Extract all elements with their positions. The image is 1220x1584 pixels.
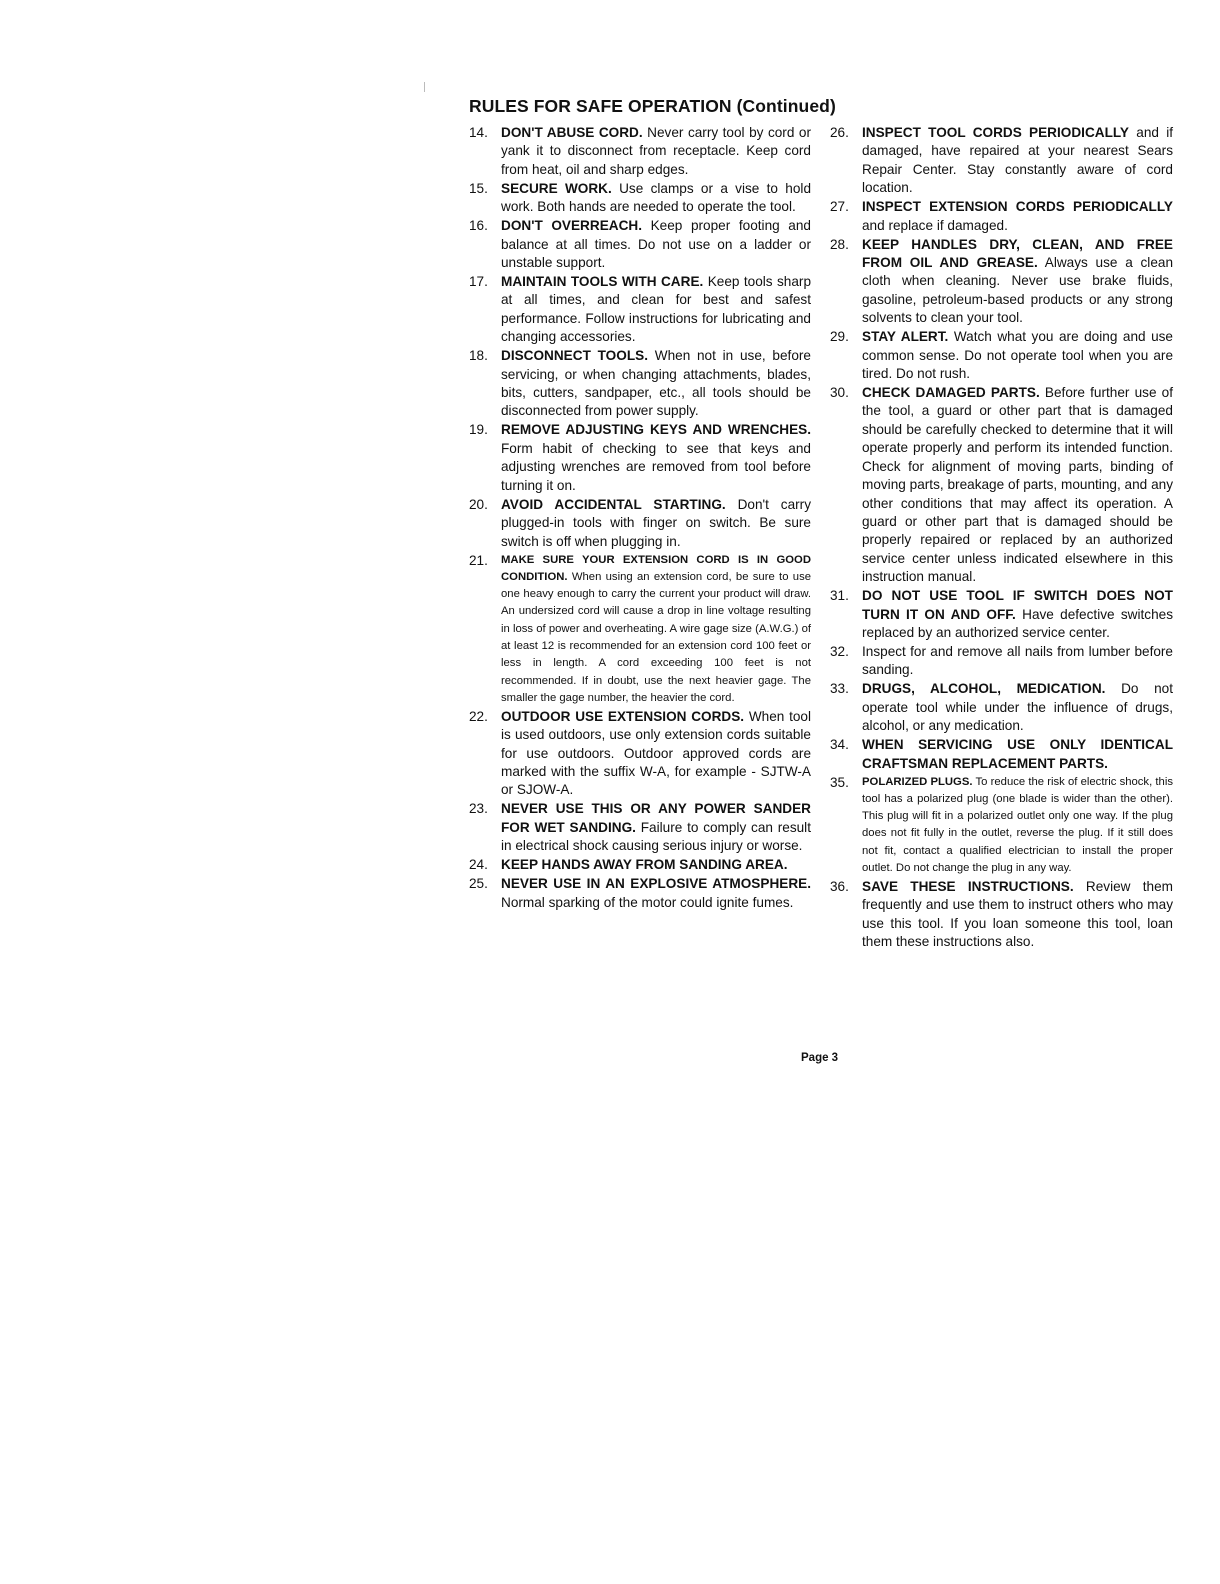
rules-column-right	[830, 124, 1173, 952]
rule-heading: POLARIZED PLUGS.	[862, 775, 973, 788]
rule-32	[830, 643, 1173, 680]
rule-number: 33.	[830, 681, 849, 697]
rule-21	[469, 552, 811, 708]
rule-text: Keep tools sharp at all times, and clean for best and safest performance. Follow instructions for lubricating and changing accessories.	[501, 274, 812, 345]
rules-column-left	[469, 124, 811, 913]
rule-number: 19.	[469, 422, 488, 438]
rule-text: To reduce the risk of electric shock, this tool has a polarized plug (one blade is wider than the other). This plug will fit in a polarized outlet only one way. If the plug does not fit fully in the outlet, reverse the plug. If it still does not fit, contact a qualified electrician to install the proper outlet. Do not change the plug in any way.	[862, 775, 1173, 875]
rule-34	[830, 736, 1173, 773]
rule-heading: SAVE THESE INSTRUCTIONS.	[862, 878, 1074, 894]
rule-text: Inspect for and remove all nails from lumber before sanding.	[862, 643, 1173, 678]
rule-number: 17.	[469, 274, 488, 290]
rule-number: 35.	[830, 774, 849, 790]
rule-text: Form habit of checking to see that keys and adjusting wrenches are removed from tool before turning it on.	[501, 440, 811, 493]
rule-number: 29.	[830, 329, 849, 345]
rule-31	[830, 587, 1173, 642]
rule-heading: MAKE SURE YOUR EXTENSION CORD IS IN GOOD CONDITION.	[501, 553, 811, 583]
rule-16	[469, 217, 811, 272]
rule-35	[830, 774, 1173, 878]
rule-29	[830, 328, 1173, 383]
rule-text: Use clamps or a vise to hold work. Both hands are needed to operate the tool.	[501, 180, 812, 215]
rule-heading: REMOVE ADJUSTING KEYS AND WRENCHES.	[501, 422, 811, 438]
rule-number: 20.	[469, 496, 488, 512]
rule-heading: DRUGS, ALCOHOL, MEDICATION.	[862, 681, 1106, 697]
rule-number: 14.	[469, 125, 488, 140]
rule-24	[469, 856, 811, 874]
rule-23	[469, 800, 811, 855]
page-number: Page 3	[801, 1052, 839, 1064]
rule-number: 34.	[830, 737, 849, 753]
rule-text: Watch what you are doing and use common sense. Do not operate tool when you are tired. Do not rush.	[862, 329, 1173, 382]
rule-text: Don't carry plugged-in tools with finger on switch. Be sure switch is off when plugging in.	[501, 496, 812, 549]
rule-number: 31.	[830, 588, 849, 604]
rule-text: Keep proper footing and balance at all times. Do not use on a ladder or unstable support.	[501, 218, 811, 271]
rule-27	[830, 198, 1173, 235]
rule-text: When using an extension cord, be sure to use one heavy enough to carry the current your product will draw. An undersized cord will cause a drop in line voltage resulting in loss of power and overheating. A wire gage size (A.W.G.) of at least 12 is recommended for an extension cord 100 feet or less in length. A cord exceeding 100 feet is not recommended. If in doubt, use the next heavier gage. The smaller the gage number, the heavier the cord.	[501, 570, 811, 704]
rule-text: Failure to comply can result in electrical shock causing serious injury or worse.	[501, 819, 811, 854]
rule-number: 26.	[830, 125, 849, 140]
rule-text: Never carry tool by cord or yank it to disconnect from receptacle. Keep cord from heat, oil and sharp edges.	[501, 125, 811, 177]
rule-text: and replace if damaged.	[862, 217, 1008, 233]
rule-heading: KEEP HANDS AWAY FROM SANDING AREA.	[501, 857, 788, 873]
rule-number: 22.	[469, 708, 488, 724]
rule-number: 25.	[469, 876, 488, 892]
rule-heading: CHECK DAMAGED PARTS.	[862, 385, 1040, 401]
rule-17	[469, 273, 811, 347]
rule-heading: WHEN SERVICING USE ONLY IDENTICAL CRAFTSMAN REPLACEMENT PARTS.	[862, 737, 1173, 771]
rule-18	[469, 347, 811, 421]
rule-number: 24.	[469, 857, 488, 873]
rule-text: Before further use of the tool, a guard or other part that is damaged should be carefully checked to determine that it will operate properly and perform its intended function. Check for alignment of moving parts, binding of moving parts, breakage of parts, mounting, and any other conditions that may affect its operation. A guard or other part that is damaged should be properly repaired or replaced by an authorized service center unless indicated elsewhere in this instruction manual.	[862, 385, 1174, 585]
rule-text: Have defective switches replaced by an authorized service center.	[862, 606, 1173, 640]
rule-number: 15.	[469, 180, 488, 196]
rule-heading: MAINTAIN TOOLS WITH CARE.	[501, 274, 704, 290]
rule-heading: KEEP HANDLES DRY, CLEAN, AND FREE FROM OIL AND GREASE.	[862, 236, 1173, 271]
rule-text: When tool is used outdoors, use only extension cords suitable for use outdoors. Outdoor approved cords are marked with the suffix W-A, for example - SJTW-A or SJOW-A.	[501, 708, 811, 798]
rule-heading: SECURE WORK.	[501, 180, 612, 196]
rule-14	[469, 124, 811, 179]
rule-heading: OUTDOOR USE EXTENSION CORDS.	[501, 708, 745, 724]
rule-heading: DISCONNECT TOOLS.	[501, 348, 648, 364]
scan-artifact	[424, 82, 425, 92]
rule-text: Always use a clean cloth when cleaning. Never use brake fluids, gasoline, petroleum-based products or any strong solvents to clean your tool.	[862, 255, 1174, 326]
rule-heading: NEVER USE IN AN EXPLOSIVE ATMOSPHERE.	[501, 876, 811, 892]
rule-20	[469, 496, 811, 551]
rule-heading: AVOID ACCIDENTAL STARTING.	[501, 496, 726, 512]
rule-number: 32.	[830, 643, 849, 659]
rule-19	[469, 421, 811, 495]
rule-number: 27.	[830, 199, 849, 215]
rule-25	[469, 875, 811, 912]
rule-number: 21.	[469, 552, 488, 568]
rule-number: 36.	[830, 878, 849, 894]
rule-heading: INSPECT TOOL CORDS PERIODICALLY	[862, 125, 1129, 140]
rule-number: 28.	[830, 236, 849, 252]
rule-heading: DO NOT USE TOOL IF SWITCH DOES NOT TURN IT ON AND OFF.	[862, 588, 1173, 622]
rule-text: and if damaged, have repaired at your nearest Sears Repair Center. Stay constantly aware of cord location.	[862, 125, 1173, 196]
rule-number: 23.	[469, 801, 488, 817]
rule-text: When not in use, before servicing, or when changing attachments, blades, bits, cutters, sandpaper, etc., all tools should be disconnected from power supply.	[501, 348, 811, 419]
rule-30	[830, 384, 1173, 586]
rule-heading: DON'T ABUSE CORD.	[501, 125, 643, 140]
page-title: RULES FOR SAFE OPERATION (Continued)	[469, 96, 836, 116]
rule-28	[830, 236, 1173, 328]
rule-heading: NEVER USE THIS OR ANY POWER SANDER FOR WET SANDING.	[501, 801, 811, 835]
rule-text: Review them frequently and use them to instruct others who may use this tool. If you loan someone this tool, loan them these instructions also.	[862, 878, 1173, 950]
rule-33	[830, 680, 1173, 735]
rule-22	[469, 708, 811, 800]
rule-number: 30.	[830, 385, 849, 401]
rule-text: Normal sparking of the motor could ignite fumes.	[501, 894, 794, 910]
rule-26	[830, 124, 1173, 198]
rule-heading: DON'T OVERREACH.	[501, 218, 642, 234]
rule-heading: STAY ALERT.	[862, 329, 949, 345]
rule-36	[830, 878, 1173, 952]
rule-number: 18.	[469, 348, 488, 364]
rule-heading: INSPECT EXTENSION CORDS PERIODICALLY	[862, 199, 1173, 215]
rule-text: Do not operate tool while under the influence of drugs, alcohol, or any medication.	[862, 681, 1173, 734]
rule-15	[469, 180, 811, 217]
rule-number: 16.	[469, 218, 488, 234]
